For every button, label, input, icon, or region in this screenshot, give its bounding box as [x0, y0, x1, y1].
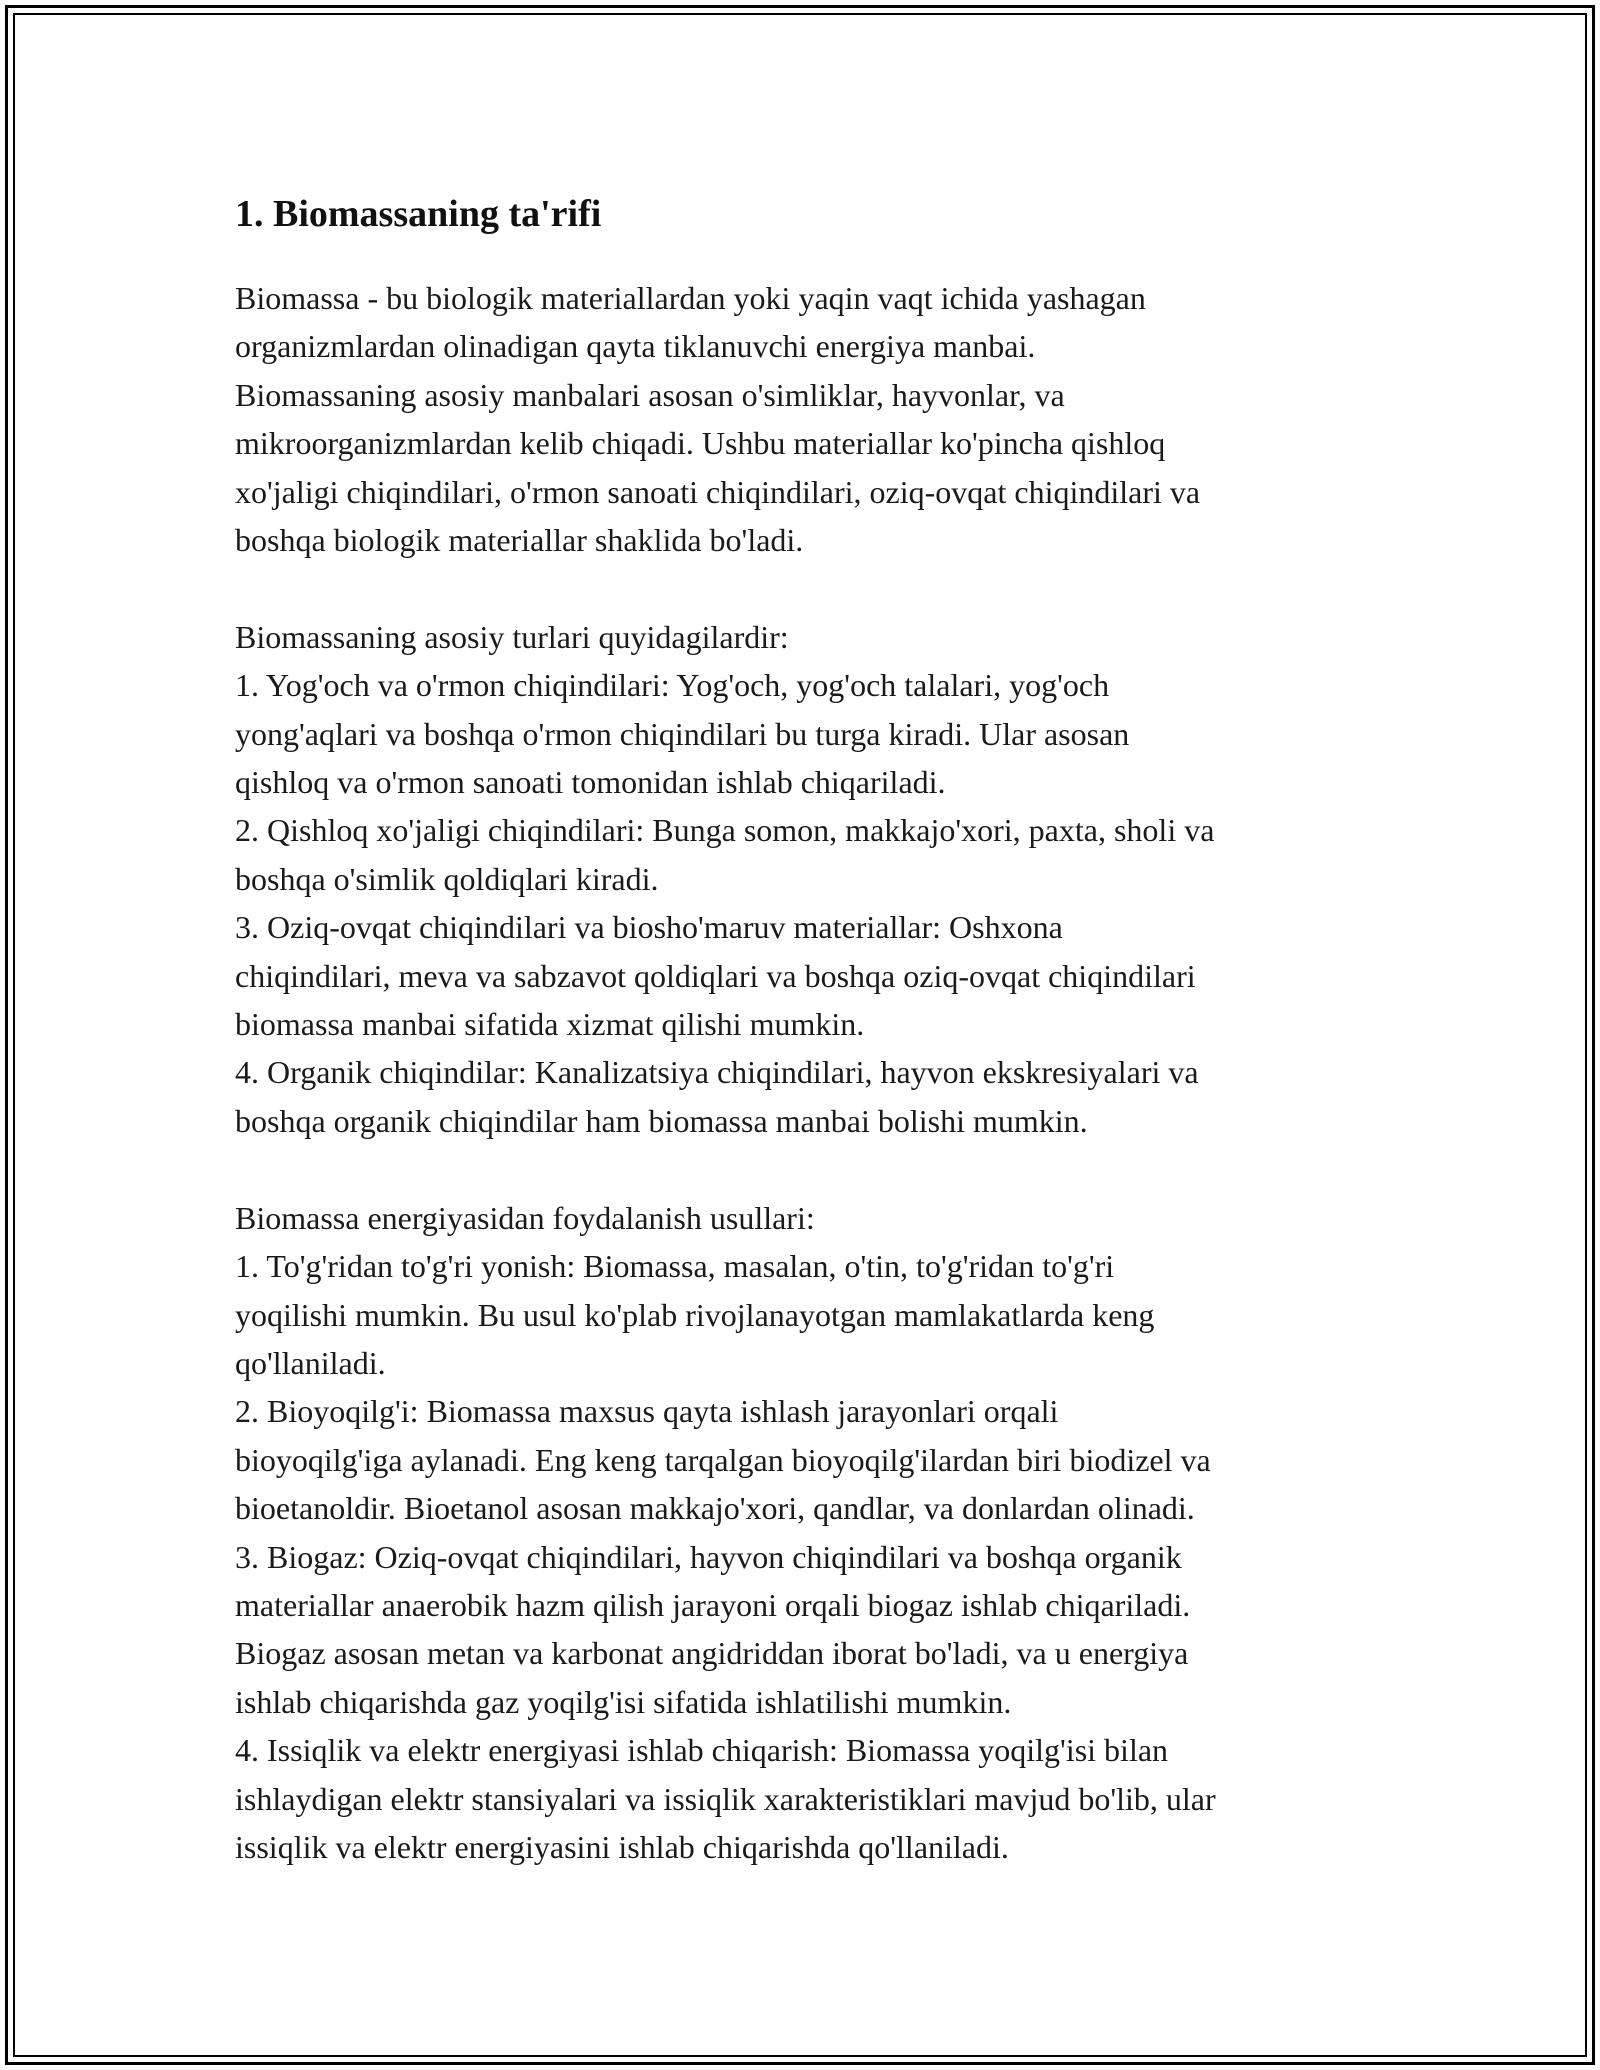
- paragraph-gap: [235, 564, 1375, 612]
- document-title: 1. Biomassaning ta'rifi: [235, 193, 602, 235]
- text-line: 3. Biogaz: Oziq-ovqat chiqindilari, hayvon chiqindilari va boshqa organik: [235, 1538, 1182, 1575]
- text-line: Biomassa energiyasidan foydalanish usullari:: [235, 1199, 815, 1236]
- biomass-types-paragraph: [235, 613, 1375, 1194]
- text-line: Biomassaning asosiy turlari quyidagilardir:: [235, 618, 789, 655]
- text-line: xo'jaligi chiqindilari, o'rmon sanoati chiqindilari, oziq-ovqat chiqindilari va: [235, 473, 1201, 510]
- text-line: qishloq va o'rmon sanoati tomonidan ishlab chiqariladi.: [235, 764, 946, 801]
- text-line: 3. Oziq-ovqat chiqindilari va biosho'maruv materiallar: Oshxona: [235, 909, 1063, 946]
- paragraph-gap: [235, 1145, 1375, 1193]
- text-line: materiallar anaerobik hazm qilish jarayoni orqali biogaz ishlab chiqariladi.: [235, 1586, 1191, 1623]
- text-line: 1. Yog'och va o'rmon chiqindilari: Yog'och, yog'och talalari, yog'och: [235, 667, 1110, 704]
- text-line: organizmlardan olinadigan qayta tiklanuvchi energiya manbai.: [235, 328, 1036, 365]
- text-line: boshqa o'simlik qoldiqlari kiradi.: [235, 860, 659, 897]
- text-line: ishlaydigan elektr stansiyalari va issiqlik xarakteristiklari mavjud bo'lib, ular: [235, 1780, 1216, 1817]
- text-line: 1. To'g'ridan to'g'ri yonish: Biomassa, masalan, o'tin, to'g'ridan to'g'ri: [235, 1248, 1115, 1285]
- text-line: 2. Qishloq xo'jaligi chiqindilari: Bunga somon, makkajo'xori, paxta, sholi va: [235, 812, 1215, 849]
- text-line: bioyoqilg'iga aylanadi. Eng keng tarqalgan bioyoqilg'ilardan biri biodizel va: [235, 1441, 1211, 1478]
- text-line: 4. Organik chiqindilar: Kanalizatsiya chiqindilari, hayvon ekskresiyalari va: [235, 1054, 1199, 1091]
- text-line: ishlab chiqarishda gaz yoqilg'isi sifatida ishlatilishi mumkin.: [235, 1683, 1012, 1720]
- text-line: biomassa manbai sifatida xizmat qilishi mumkin.: [235, 1006, 865, 1043]
- definition-paragraph: [235, 274, 1375, 613]
- text-line: issiqlik va elektr energiyasini ishlab chiqarishda qo'llaniladi.: [235, 1828, 1009, 1865]
- text-line: 4. Issiqlik va elektr energiyasi ishlab chiqarish: Biomassa yoqilg'isi bilan: [235, 1732, 1169, 1769]
- text-line: yoqilishi mumkin. Bu usul ko'plab rivojlanayotgan mamlakatlarda keng: [235, 1296, 1155, 1333]
- text-line: yong'aqlari va boshqa o'rmon chiqindilari bu turga kiradi. Ular asosan: [235, 715, 1130, 752]
- text-line: Biomassaning asosiy manbalari asosan o'simliklar, hayvonlar, va: [235, 376, 1065, 413]
- text-line: qo'llaniladi.: [235, 1344, 386, 1381]
- text-line: mikroorganizmlardan kelib chiqadi. Ushbu materiallar ko'pincha qishloq: [235, 425, 1166, 462]
- document-body: [235, 186, 1375, 1871]
- text-line: Biogaz asosan metan va karbonat angidriddan iborat bo'ladi, va u energiya: [235, 1635, 1189, 1672]
- text-line: bioetanoldir. Bioetanol asosan makkajo'xori, qandlar, va donlardan olinadi.: [235, 1490, 1195, 1527]
- text-line: chiqindilari, meva va sabzavot qoldiqlari va boshqa oziq-ovqat chiqindilari: [235, 957, 1196, 994]
- energy-usage-paragraph: [235, 1194, 1375, 1872]
- text-line: boshqa biologik materiallar shaklida bo'ladi.: [235, 522, 804, 559]
- text-line: Biomassa - bu biologik materiallardan yoki yaqin vaqt ichida yashagan: [235, 280, 1146, 316]
- text-line: boshqa organik chiqindilar ham biomassa manbai bolishi mumkin.: [235, 1102, 1088, 1139]
- text-line: 2. Bioyoqilg'i: Biomassa maxsus qayta ishlash jarayonlari orqali: [235, 1393, 1059, 1430]
